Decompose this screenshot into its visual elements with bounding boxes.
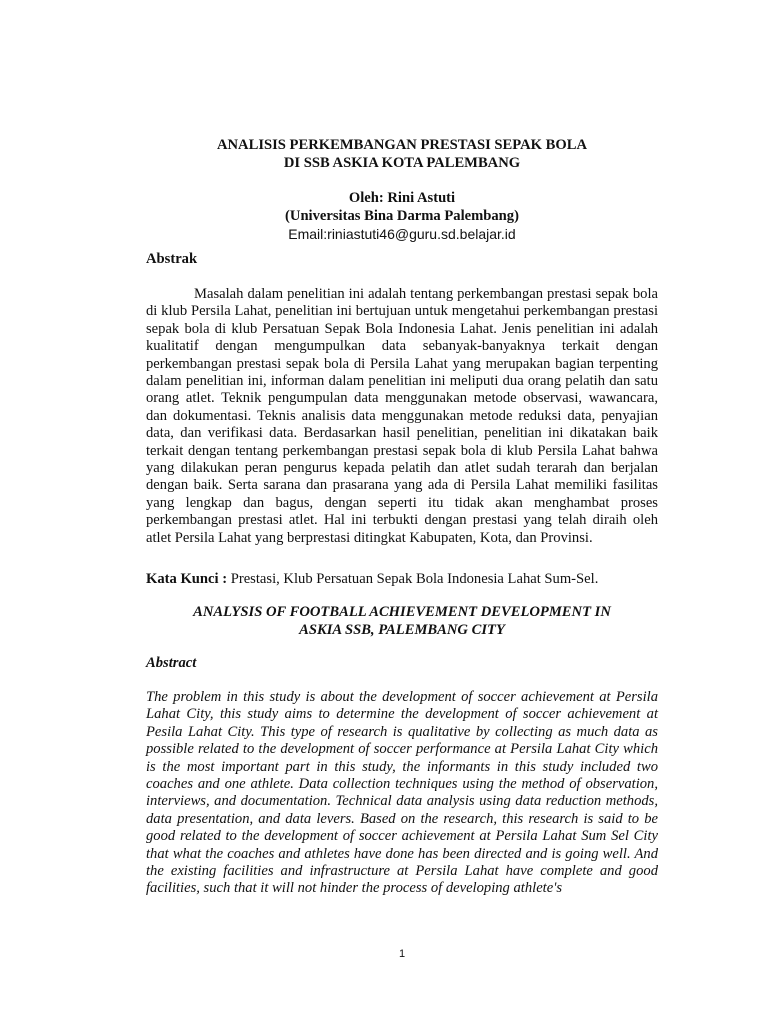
paper-title xyxy=(146,136,658,172)
paper-title-line-2: DI SSB ASKIA KOTA PALEMBANG xyxy=(283,155,521,171)
abstrak-body: Masalah dalam penelitian ini adalah tentang perkembangan prestasi sepak bola di klub Persila Lahat, penelitian ini bertujuan untuk mengetahui perkembangan prestasi sepak bola di klub Persatuan Sepak Bola Indonesia Lahat. Jenis penelitian ini adalah kualitatif dengan mengumpulkan data sebanyak-banyaknya terkait dengan perkembangan prestasi sepak bola di Persila Lahat yang merupakan bagian terpenting dalam penelitian ini, informan dalam penelitian ini meliputi dua orang pelatih dan satu orang atlet. Teknik pengumpulan data menggunakan metode observasi, wawancara, dan dokumentasi. Teknis analisis data menggunakan metode reduksi data, penyajian data, dan verifikasi data. Berdasarkan hasil penelitian, penelitian ini dikatakan baik terkait dengan tentang perkembangan prestasi sepak bola di klub Persila Lahat bahwa yang dilakukan peran pengurus kepada pelatih dan atlet sudah terarah dan berjalan dengan baik. Serta sarana dan prasarana yang ada di Persila Lahat memiliki fasilitas yang lengkap dan bagus, dengan seperti itu tidak akan menghambat proses perkembangan prestasi atlet. Hal ini terbukti dengan prestasi yang telah diraih oleh atlet Persila Lahat yang berprestasi ditingkat Kabupaten, Kota, dan Provinsi. xyxy=(146,286,658,546)
author-affiliation: (Universitas Bina Darma Palembang) xyxy=(285,208,519,224)
english-title xyxy=(146,603,658,639)
keywords-label: Kata Kunci : xyxy=(146,571,228,587)
paper-title-line-1: ANALISIS PERKEMBANGAN PRESTASI SEPAK BOLA xyxy=(216,137,588,153)
english-title-line-1: ANALYSIS OF FOOTBALL ACHIEVEMENT DEVELOPMENT IN xyxy=(193,604,611,620)
abstract-heading: Abstract xyxy=(146,655,197,671)
keywords-text: Prestasi, Klub Persatuan Sepak Bola Indonesia Lahat Sum-Sel. xyxy=(227,571,599,587)
abstract-body: The problem in this study is about the development of soccer achievement at Persila Lahat City, this study aims to determine the development of soccer achievement at Pesila Lahat City. This type of research is qualitative by collecting as much data as possible related to the development of soccer performance at Persila Lahat City which is the most important part in this study, the informants in this study included two coaches and one athlete. Data collection techniques using the method of observation, interviews, and documentation. Technical data analysis using data reduction methods, data presentation, and data levers. Based on the research, this research is said to be good related to the development of soccer achievement at Persila Lahat Sum Sel City that what the coaches and athletes have done has been directed and is going well. And the existing facilities and infrastructure at Persila Lahat have complete and good facilities, such that it will not hinder the process of developing athlete's xyxy=(146,689,658,897)
page-number: 1 xyxy=(398,948,406,960)
author-email: Email:riniastuti46@guru.sd.belajar.id xyxy=(288,226,516,242)
abstrak-heading: Abstrak xyxy=(146,251,198,267)
author-name: Oleh: Rini Astuti xyxy=(348,190,456,206)
document-page xyxy=(146,0,658,1024)
author-info xyxy=(146,189,658,243)
keywords xyxy=(146,570,658,588)
english-title-line-2: ASKIA SSB, PALEMBANG CITY xyxy=(299,622,505,638)
